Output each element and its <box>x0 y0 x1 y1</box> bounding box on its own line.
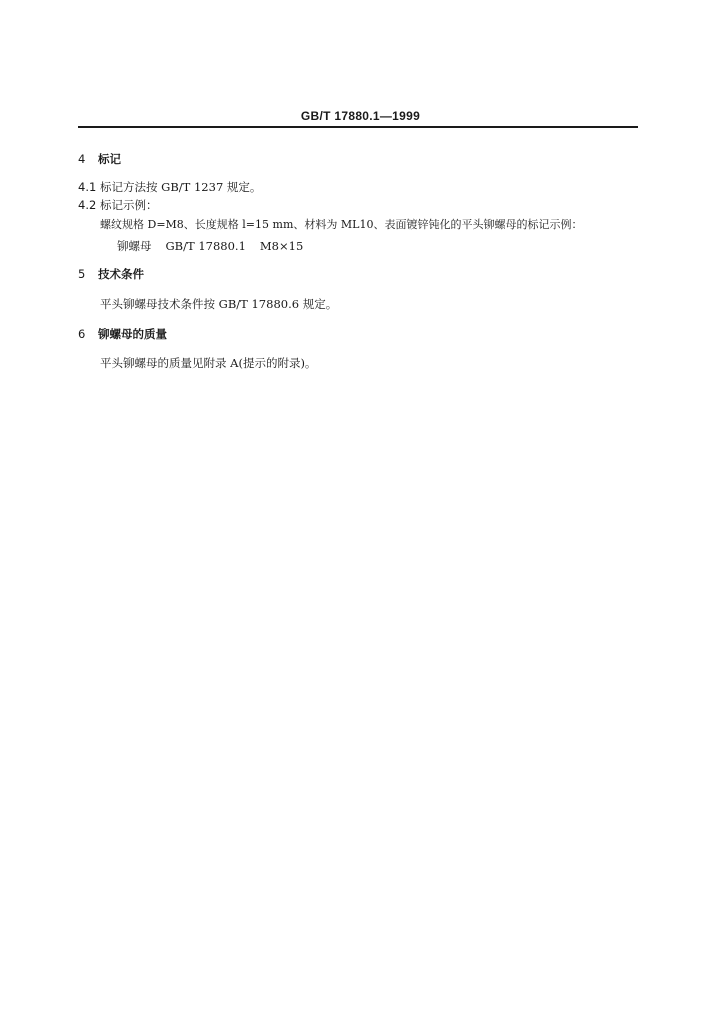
standard-code-header: GB/T 17880.1—1999 <box>300 109 421 123</box>
example-description: 螺纹规格 D=M8、长度规格 l=15 mm、材料为 ML10、表面镀锌钝化的平头铆螺母的标记示例： <box>100 218 583 231</box>
section-6-heading <box>78 327 167 341</box>
section-5-number: 5 <box>78 267 86 281</box>
header-rule <box>78 126 638 128</box>
clause-4-2 <box>78 198 158 212</box>
section-5-heading <box>78 267 144 281</box>
example-mark-name: 铆螺母 <box>117 239 152 253</box>
section-5-title: 技术条件 <box>98 267 144 281</box>
section-5-text: 平头铆螺母技术条件按 GB/T 17880.6 规定。 <box>100 297 338 311</box>
section-6-number: 6 <box>78 327 86 341</box>
section-6-text: 平头铆螺母的质量见附录 A(提示的附录)。 <box>100 356 317 370</box>
clause-4-1-text: 标记方法按 GB/T 1237 规定。 <box>100 180 262 194</box>
clause-4-2-number: 4.2 <box>78 198 97 212</box>
clause-4-1 <box>78 180 261 194</box>
clause-4-2-text: 标记示例： <box>100 198 158 212</box>
section-4-number: 4 <box>78 152 86 166</box>
section-4-heading <box>78 152 121 166</box>
example-mark-spec: M8×15 <box>259 239 304 253</box>
section-6-title: 铆螺母的质量 <box>98 327 167 341</box>
clause-4-1-number: 4.1 <box>78 180 97 194</box>
section-4-title: 标记 <box>98 152 121 166</box>
example-mark-standard: GB/T 17880.1 <box>165 239 246 253</box>
example-mark <box>117 239 303 253</box>
